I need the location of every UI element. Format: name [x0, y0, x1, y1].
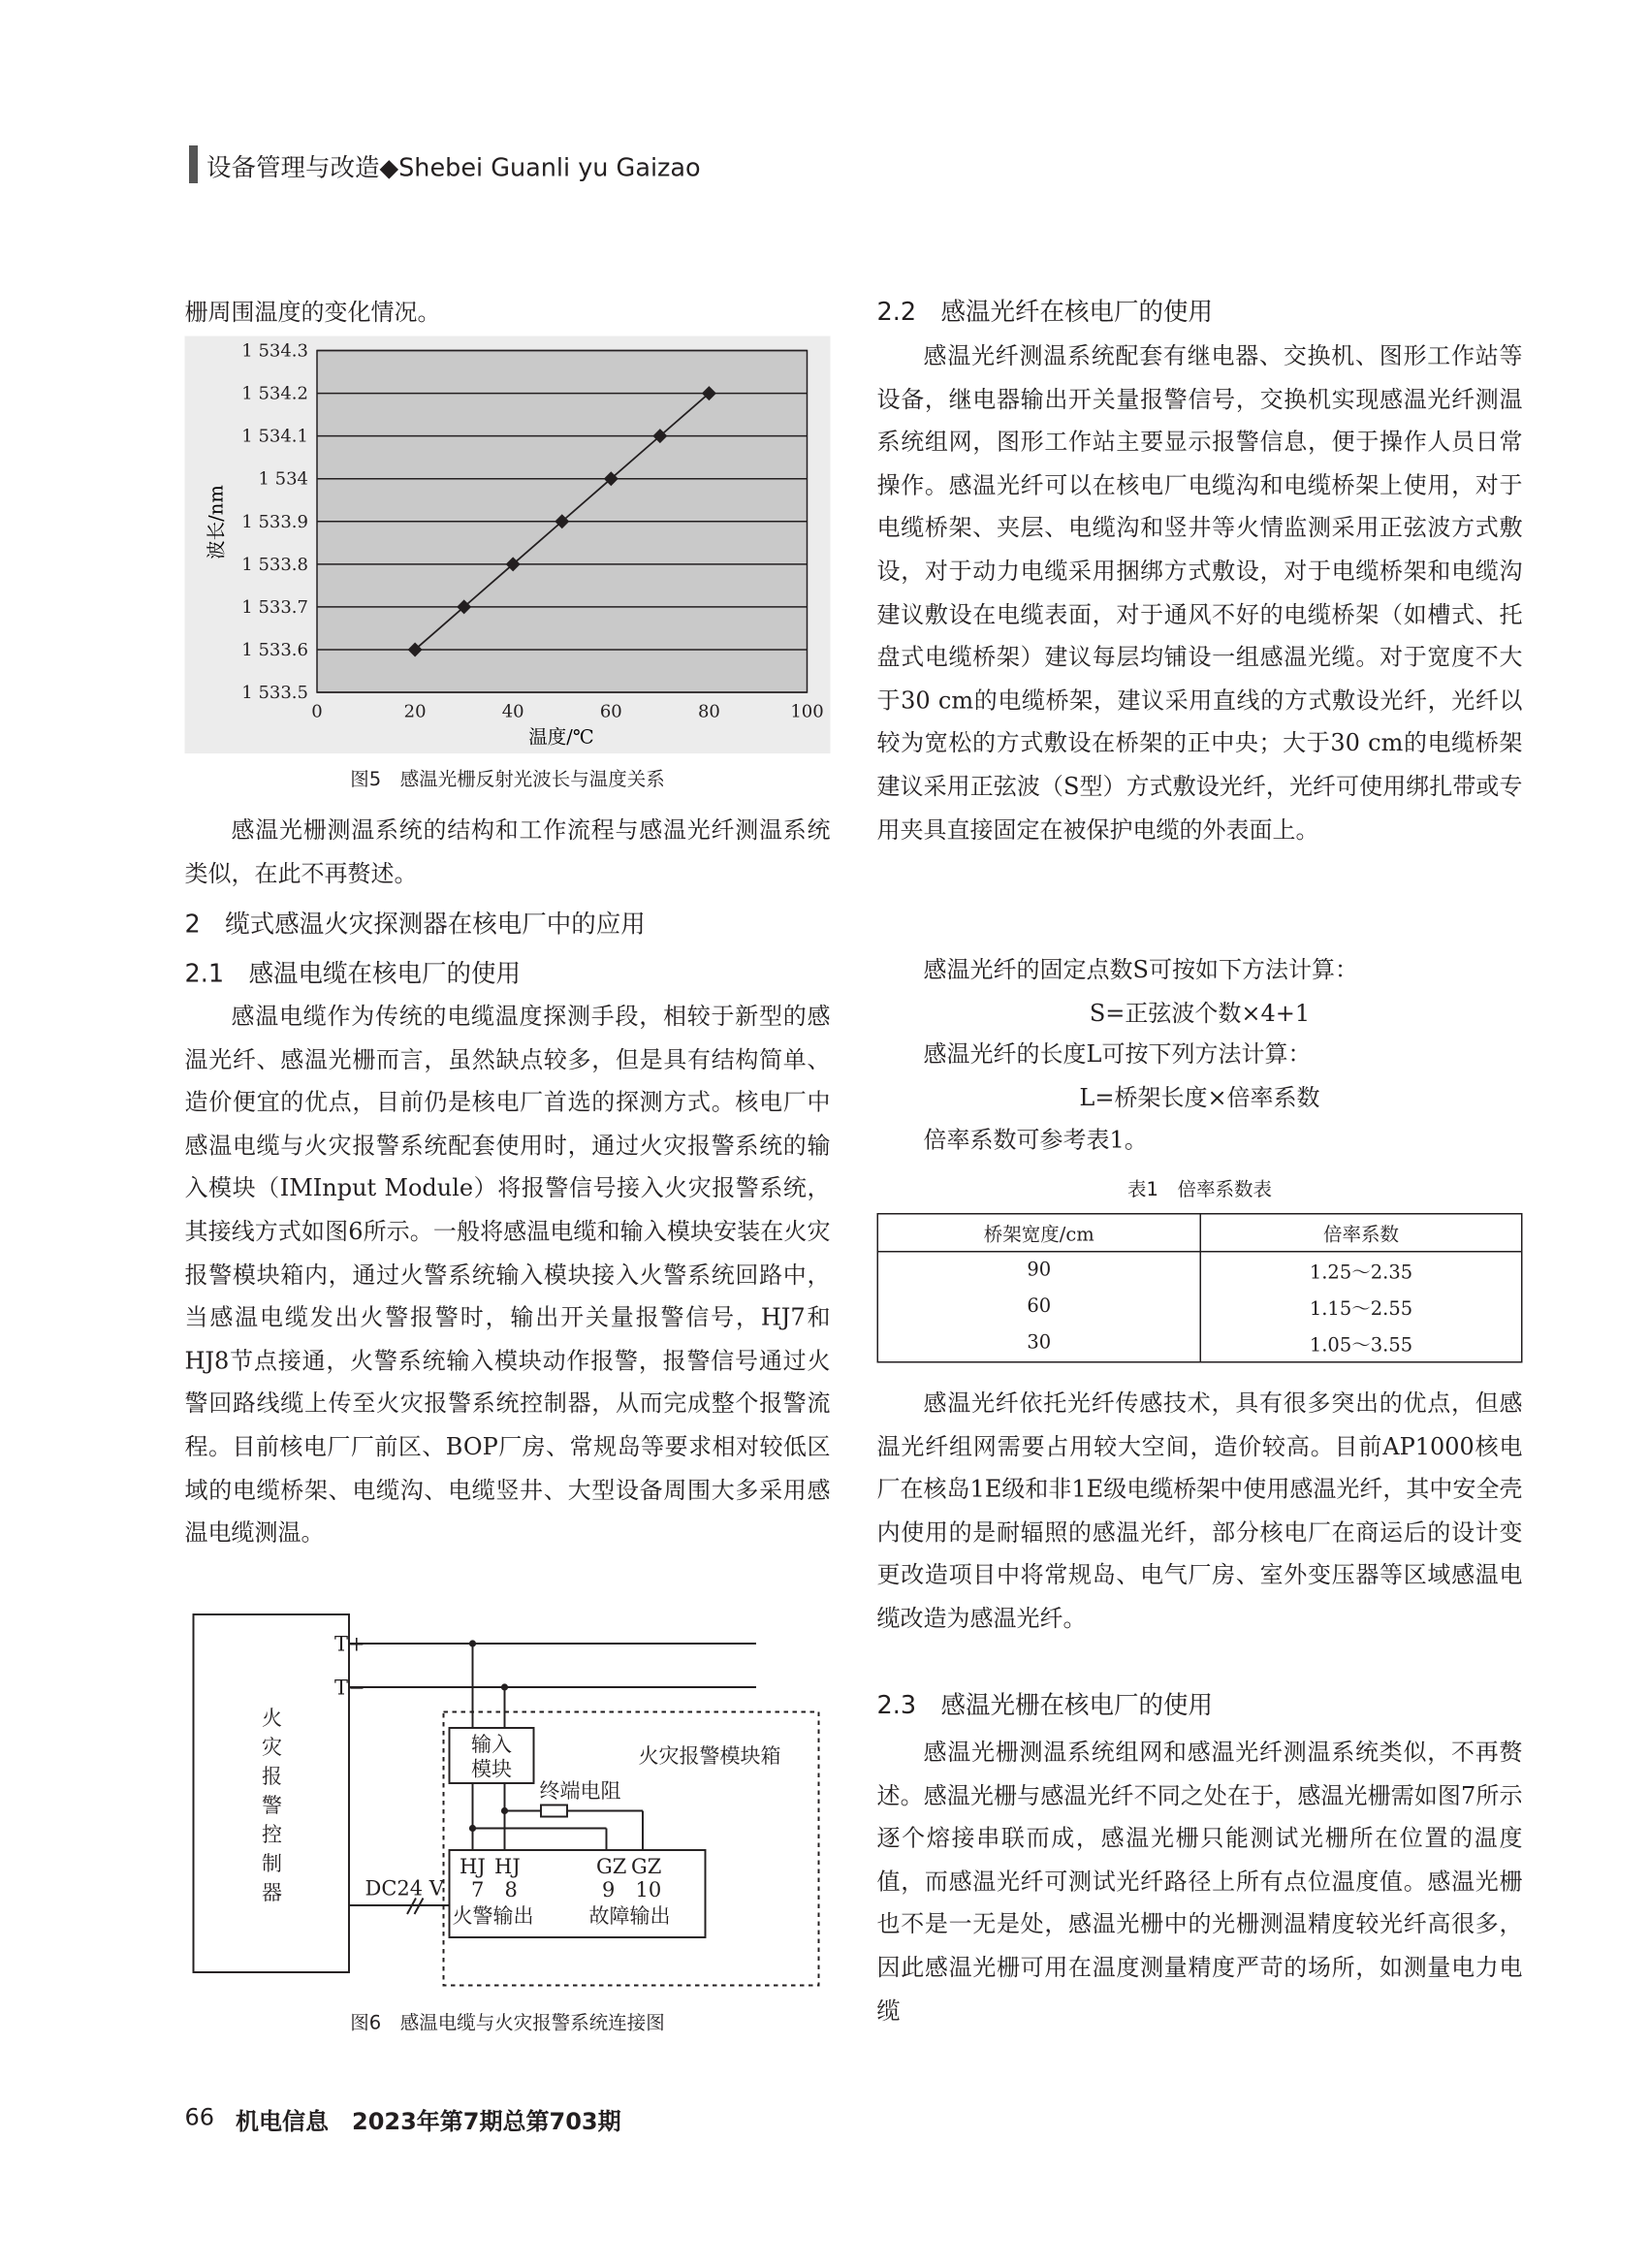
x-tick-label: 0	[311, 701, 323, 722]
gz-label-1: GZ	[596, 1855, 627, 1878]
running-header: 设备管理与改造◆Shebei Guanli yu Gaizao	[206, 154, 701, 183]
junction-dot	[469, 1640, 476, 1646]
paragraph-after-fig5: 感温光栅测温系统的结构和工作流程与感温光纤测温系统类似，在此不再赘述。	[184, 815, 831, 887]
y-axis-label: 波长/nm	[205, 485, 228, 559]
y-tick-label: 1 533.9	[241, 511, 308, 532]
formula-l: L=桥架长度×倍率系数	[1079, 1083, 1320, 1111]
y-tick-label: 1 533.8	[241, 554, 308, 575]
controller-char-3: 报	[262, 1765, 282, 1788]
y-tick-label: 1 534	[258, 468, 308, 490]
x-tick-label: 60	[599, 701, 622, 722]
formula-s: S=正弦波个数×4+1	[1089, 999, 1311, 1027]
x-tick-label: 20	[403, 701, 427, 722]
section-2-1-text: 感温电缆作为传统的电缆温度探测手段，相较于新型的感温光纤、感温光栅而言，虽然缺点较多，但是具有结构简单、造价便宜的优点，目前仍是核电厂首选的探测方式。核电厂中感温电缆与火灾报警系统配套使用时，通过火灾报警系统的输入模块（IMInput Module）将报警信号接入火灾报警系统，其接线方式如图6所示。一般将感温电缆和输入模块安装在火灾报警模块箱内，通过火警系统输入模块接入火警系统回路中，当感温电缆发出火警报警时，输出开关量报警信号，HJ7和HJ8节点接通，火警系统输入模块动作报警，报警信号通过火警回路线缆上传至火灾报警系统控制器，从而完成整个报警流程。目前核电厂厂前区、BOP厂房、常规岛等要求相对较低区域的电缆桥架、电缆沟、电缆竖井、大型设备周围大多采用感温电缆测温。	[184, 1002, 831, 1547]
controller-char-5: 控	[262, 1823, 282, 1846]
dc24v-label: DC24 V	[365, 1876, 444, 1901]
fault-output-label: 故障输出	[588, 1904, 671, 1928]
table-header-width: 桥架宽度/cm	[878, 1215, 1200, 1252]
header-bar	[189, 145, 198, 183]
section-2-title: 2 缆式感温火灾探测器在核电厂中的应用	[184, 910, 646, 940]
table1-caption: 表1 倍率系数表	[1127, 1179, 1272, 1201]
table-cell: 1.15～2.55	[1309, 1298, 1413, 1321]
fig6-diagram	[185, 1603, 831, 1996]
section-2-2-title: 2.2 感温光纤在核电厂的使用	[876, 298, 1214, 328]
table-reference: 倍率系数可参考表1。	[923, 1126, 1148, 1154]
x-tick-label: 40	[501, 701, 524, 722]
module-box-label: 火灾报警模块箱	[638, 1744, 781, 1768]
controller-char-2: 灾	[262, 1736, 282, 1759]
table-row	[878, 1289, 1521, 1326]
y-tick-label: 1 533.7	[241, 596, 308, 618]
end-resistor-label: 终端电阻	[539, 1779, 621, 1803]
table-cell: 90	[878, 1252, 1200, 1289]
fire-output-label: 火警输出	[452, 1904, 534, 1928]
section-2-2-text: 感温光纤测温系统配套有继电器、交换机、图形工作站等设备，继电器输出开关量报警信号，交换机实现感温光纤测温系统组网，图形工作站主要显示报警信息，便于操作人员日常操作。感温光纤可以在核电厂电缆沟和电缆桥架上使用，对于电缆桥架、夹层、电缆沟和竖井等火情监测采用正弦波方式敷设，对于动力电缆采用捆绑方式敷设，对于电缆桥架和电缆沟建议敷设在电缆表面，对于通风不好的电缆桥架（如槽式、托盘式电缆桥架）建议每层均铺设一组感温光缆。对于宽度不大于30 cm的电缆桥架，建议采用直线的方式敷设光纤，光纤以较为宽松的方式敷设在桥架的正中央；大于30 cm的电缆桥架建议采用正弦波（S型）方式敷设光纤，光纤可使用绑扎带或专用夹具直接固定在被保护电缆的外表面上。	[876, 341, 1523, 844]
x-tick-label: 100	[790, 701, 824, 722]
t-minus-label: T−	[334, 1676, 365, 1700]
table1	[877, 1213, 1523, 1363]
fig6-caption: 图6 感温电缆与火灾报警系统连接图	[350, 2013, 665, 2035]
y-tick-label: 1 533.6	[241, 639, 308, 660]
paragraph-after-table: 感温光纤依托光纤传感技术，具有很多突出的优点，但感温光纤组网需要占用较大空间，造价较高。目前AP1000核电厂在核岛1E级和非1E级电缆桥架中使用感温光纤，其中安全壳内使用的是耐辐照的感温光纤，部分核电厂在商运后的设计变更改造项目中将常规岛、电气厂房、室外变压器等区域感温电缆改造为感温光纤。	[876, 1389, 1523, 1632]
y-tick-label: 1 534.3	[241, 340, 308, 362]
terminal-9: 9	[602, 1878, 616, 1901]
y-tick-label: 1 533.5	[241, 683, 308, 703]
table-header-ratio: 倍率系数	[1200, 1215, 1521, 1252]
table-cell: 1.25～2.35	[1309, 1262, 1413, 1285]
controller-char-1: 火	[262, 1707, 282, 1730]
length-intro: 感温光纤的长度L可按下列方法计算：	[923, 1039, 1312, 1068]
junction-dot	[469, 1825, 476, 1832]
terminal-10: 10	[635, 1878, 662, 1901]
table-cell: 30	[878, 1326, 1200, 1362]
terminal-7: 7	[471, 1878, 485, 1901]
section-2-3-text: 感温光栅测温系统组网和感温光纤测温系统类似，不再赘述。感温光栅与感温光纤不同之处在于，感温光栅需如图7所示逐个熔接串联而成，感温光栅只能测试光栅所在位置的温度值，而感温光纤可测试光纤路径上所有点位温度值。感温光栅也不是一无是处，感温光栅中的光栅测温精度较光纤高很多，因此感温光栅可用在温度测量精度严苛的场所，如测量电力电缆	[876, 1738, 1523, 2025]
table-row	[878, 1326, 1521, 1362]
junction-dot	[501, 1807, 508, 1814]
junction-dot	[501, 1683, 508, 1690]
y-tick-labels	[241, 341, 308, 704]
controller-char-7: 器	[262, 1881, 282, 1904]
fixpoint-intro: 感温光纤的固定点数S可按如下方法计算：	[923, 955, 1358, 983]
intro-text: 栅周围温度的变化情况。	[184, 298, 441, 326]
section-2-1-title: 2.1 感温电缆在核电厂的使用	[184, 960, 522, 989]
end-resistor	[541, 1805, 567, 1817]
fig5-caption: 图5 感温光栅反射光波长与温度关系	[350, 769, 665, 791]
journal-issue: 机电信息 2023年第7期总第703期	[236, 2107, 621, 2135]
x-tick-label: 80	[697, 701, 720, 722]
table-row	[878, 1252, 1521, 1289]
fig5-chart	[185, 336, 831, 754]
y-tick-label: 1 534.1	[241, 426, 308, 447]
page-number: 66	[184, 2103, 215, 2131]
controller-char-6: 制	[262, 1852, 282, 1875]
hj-label-2: HJ	[494, 1855, 521, 1878]
hj-label-1: HJ	[460, 1855, 486, 1878]
input-module-label-1: 输入	[471, 1733, 512, 1756]
x-axis-label: 温度/℃	[528, 725, 594, 749]
table-cell: 1.05～3.55	[1309, 1335, 1413, 1358]
input-module-label-2: 模块	[471, 1757, 512, 1781]
controller-char-4: 警	[262, 1794, 282, 1817]
terminal-8: 8	[504, 1878, 518, 1901]
table-cell: 60	[878, 1289, 1200, 1326]
gz-label-2: GZ	[631, 1855, 662, 1878]
y-tick-label: 1 534.2	[241, 383, 308, 404]
section-2-3-title: 2.3 感温光栅在核电厂的使用	[876, 1691, 1214, 1721]
t-plus-label: T+	[334, 1632, 365, 1656]
